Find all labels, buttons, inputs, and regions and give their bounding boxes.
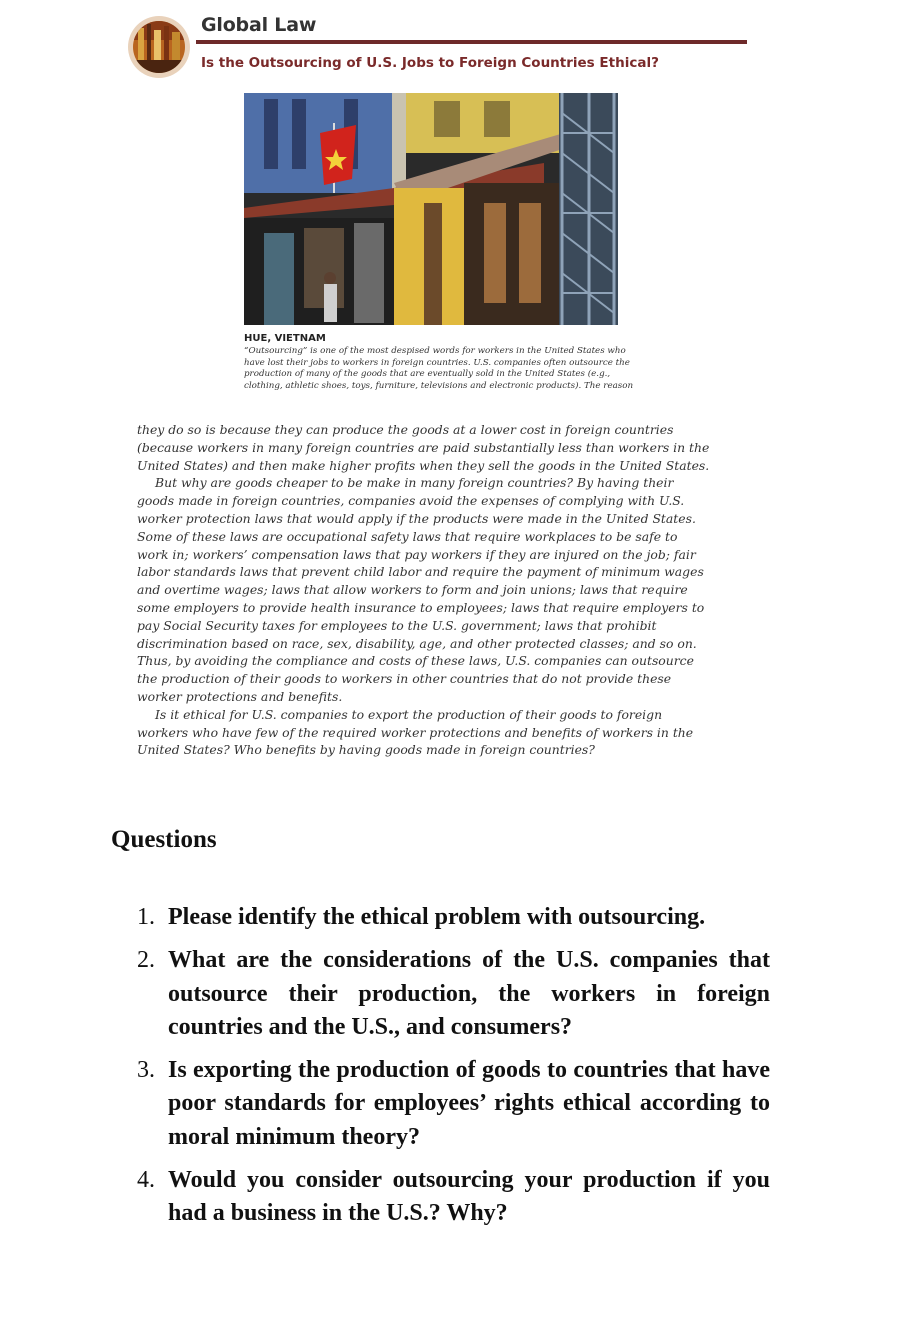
question-text: Would you consider outsourcing your production if you had a business in the U.S.? Why? — [168, 1167, 770, 1227]
question-item — [137, 1054, 770, 1154]
question-item — [137, 901, 770, 934]
header-divider — [196, 40, 747, 44]
article-body — [137, 421, 712, 759]
question-number: 2. — [137, 947, 155, 974]
question-text: Please identify the ethical problem with outsourcing. — [168, 904, 706, 930]
question-text: Is exporting the production of goods to countries that have poor standards for employees’ rights ethical according to moral minimum theory? — [168, 1057, 770, 1150]
globe-icon — [132, 20, 186, 74]
question-text: What are the considerations of the U.S. companies that outsource their production, the workers in foreign countries and the U.S., and consumers? — [168, 947, 770, 1040]
question-item — [137, 944, 770, 1044]
paragraph: they do so is because they can produce the goods at a lower cost in foreign countries (because workers in many foreign countries are paid substantially less than workers in the United States) and then make higher profits when they sell the goods in the United States. — [137, 422, 710, 473]
question-number: 4. — [137, 1167, 155, 1194]
question-number: 1. — [137, 904, 155, 930]
question-item — [137, 1164, 770, 1231]
section-subtitle: Is the Outsourcing of U.S. Jobs to Foreign Countries Ethical? — [201, 55, 659, 71]
street-photo — [244, 93, 618, 325]
question-number: 3. — [137, 1057, 155, 1084]
questions-list — [137, 901, 770, 1241]
section-logo — [128, 16, 190, 78]
paragraph: But why are goods cheaper to be make in many foreign countries? By having their goods made in foreign countries, companies avoid the expenses of complying with U.S. worker protection laws that would apply if the products were made in the United States. Some of these laws are occupational safety laws that require workplaces to be safe to work in; workers’ compensation laws that pay workers if they are injured on the job; fair labor standards laws that prevent child labor and require the payment of minimum wages and overtime wages; laws that allow workers to form and join unions; laws that require some employers to provide health insurance to employees; laws that require employers to pay Social Security taxes for employees to the U.S. government; laws that prohibit discrimination based on race, sex, disability, age, and other protected classes; and so on. Thus, by avoiding the compliance and costs of these laws, U.S. companies can outsource the production of their goods to workers in other countries that do not provide these worker protections and benefits. — [137, 475, 705, 704]
questions-heading: Questions — [111, 826, 217, 853]
paragraph: Is it ethical for U.S. companies to export the production of their goods to foreign workers who have few of the required worker protections and benefits of workers in the United States? Who benefits by having goods made in foreign countries? — [137, 706, 694, 758]
photo-caption: “Outsourcing” is one of the most despised words for workers in the United States who have lost their jobs to workers in foreign countries. U.S. companies often outsource the production of many of the goods that are eventually sold in the United States (e.g., clothing, athletic shoes, toys, furniture, televisions and electronic products). The reason — [244, 346, 634, 391]
photo-caption-title: HUE, VIETNAM — [244, 333, 326, 344]
section-title: Global Law — [201, 14, 317, 36]
